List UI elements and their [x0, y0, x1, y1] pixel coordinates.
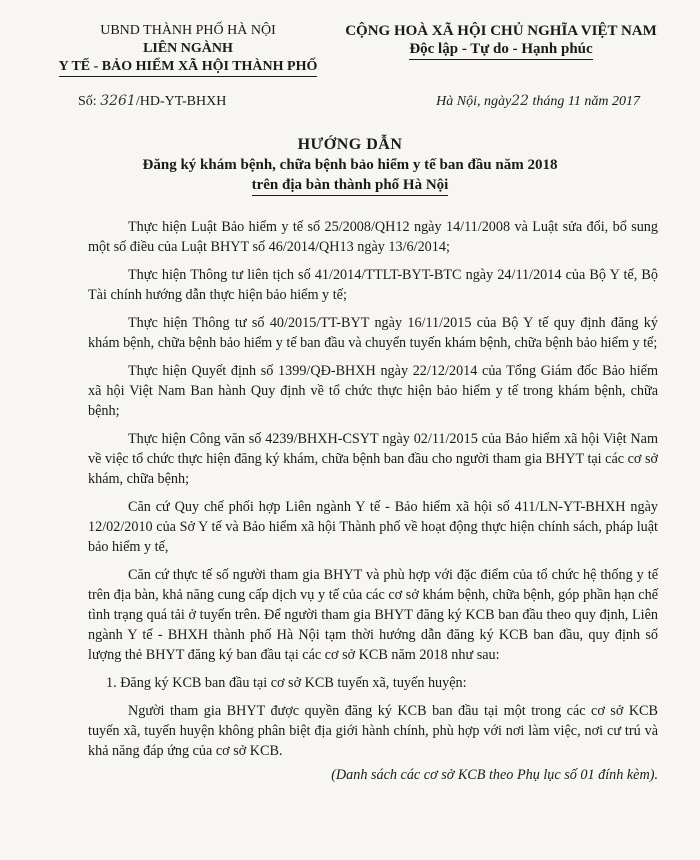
paragraph: Thực hiện Quyết định số 1399/QĐ-BHXH ngày 22/12/2014 của Tổng Giám đốc Bảo hiểm xã hội Việt Nam Ban hành Quy định về tổ chức thực hiện bảo hiểm y tế trong khám bệnh, chữa bệnh; — [88, 363, 658, 419]
national-motto: Độc lập - Tự do - Hạnh phúc — [409, 40, 592, 60]
title-main: HƯỚNG DẪN — [297, 136, 403, 153]
document-date — [436, 93, 640, 110]
document-number — [78, 93, 226, 110]
section-1-note: (Danh sách các cơ sở KCB theo Phụ lục số 01 đính kèm). — [331, 767, 658, 783]
date-after-day: tháng 11 năm 2017 — [532, 94, 640, 109]
paragraph: Thực hiện Thông tư liên tịch số 41/2014/TTLT-BYT-BTC ngày 24/11/2014 của Bộ Y tế, Bộ Tài chính hướng dẫn thực hiện bảo hiểm y tế; — [88, 267, 658, 303]
section-1-text: Người tham gia BHYT được quyền đăng ký KCB ban đầu tại một trong các cơ sở KCB tuyến xã, tuyến huyện không phân biệt địa giới hành chính, phù hợp với nơi làm việc, nơi cư trú và khả năng đáp ứng của cơ sở KCB. — [88, 703, 658, 759]
paragraph: Căn cứ thực tế số người tham gia BHYT và phù hợp với đặc điểm của tổ chức hệ thống y tế trên địa bàn, khả năng cung cấp dịch vụ y tế của các cơ sở khám bệnh, chữa bệnh, góp phần hạn chế tình trạng quá tải ở tuyến trên. Để người tham gia BHYT đăng ký KCB ban đầu theo quy định, Liên ngành Y tế - BHXH thành phố Hà Nội tạm thời hướng dẫn đăng ký KCB ban đầu, quy định số lượng thẻ BHYT đăng ký ban đầu tại các cơ sở KCB năm 2018 như sau: — [88, 567, 658, 663]
doc-number-suffix: /HD-YT-BHXH — [135, 94, 227, 109]
paragraph: Căn cứ Quy chế phối hợp Liên ngành Y tế - Bảo hiểm xã hội số 411/LN-YT-BHXH ngày 12/02/2010 của Sở Y tế và Bảo hiểm xã hội Thành phố về hoạt động thực hiện chính sách, pháp luật bảo hiểm y tế, — [88, 499, 658, 555]
title-sub-2: trên địa bàn thành phố Hà Nội — [252, 175, 449, 196]
doc-number-handwritten: 3261 — [100, 93, 136, 109]
paragraph: Thực hiện Công văn số 4239/BHXH-CSYT ngày 02/11/2015 của Bảo hiểm xã hội Việt Nam về việc tổ chức thực hiện đăng ký khám, chữa bệnh ban đầu cho người tham gia BHYT tại các cơ sở khám, chữa bệnh; — [88, 431, 658, 487]
document-body — [88, 217, 658, 793]
doc-number-prefix: Số: — [78, 94, 101, 109]
section-1-heading: 1. Đăng ký KCB ban đầu tại cơ sở KCB tuyến xã, tuyến huyện: — [106, 675, 467, 691]
title-sub-1: Đăng ký khám bệnh, chữa bệnh bảo hiểm y tế ban đầu năm 2018 — [142, 157, 558, 173]
paragraph: Thực hiện Luật Bảo hiểm y tế số 25/2008/QH12 ngày 14/11/2008 và Luật sửa đổi, bổ sung một số điều của Luật BHYT số 46/2014/QH13 ngày 13/6/2014; — [88, 219, 658, 255]
authority-line-2: LIÊN NGÀNH — [143, 41, 233, 56]
authority-line-3: Y TẾ - BẢO HIỂM XÃ HỘI THÀNH PHỐ — [59, 58, 318, 77]
national-title: CỘNG HOÀ XÃ HỘI CHỦ NGHĨA VIỆT NAM — [345, 23, 657, 39]
date-day-handwritten: 22 — [511, 93, 530, 109]
national-header — [316, 22, 686, 60]
authority-line-1: UBND THÀNH PHỐ HÀ NỘI — [100, 23, 276, 38]
date-before-day: Hà Nội, ngày — [436, 94, 512, 109]
document-title — [0, 135, 700, 196]
issuing-authority — [38, 22, 338, 77]
paragraph: Thực hiện Thông tư số 40/2015/TT-BYT ngày 16/11/2015 của Bộ Y tế quy định đăng ký khám bệnh, chữa bệnh bảo hiểm y tế ban đầu và chuyển tuyến khám bệnh, chữa bệnh bảo hiểm y tế; — [88, 315, 658, 351]
